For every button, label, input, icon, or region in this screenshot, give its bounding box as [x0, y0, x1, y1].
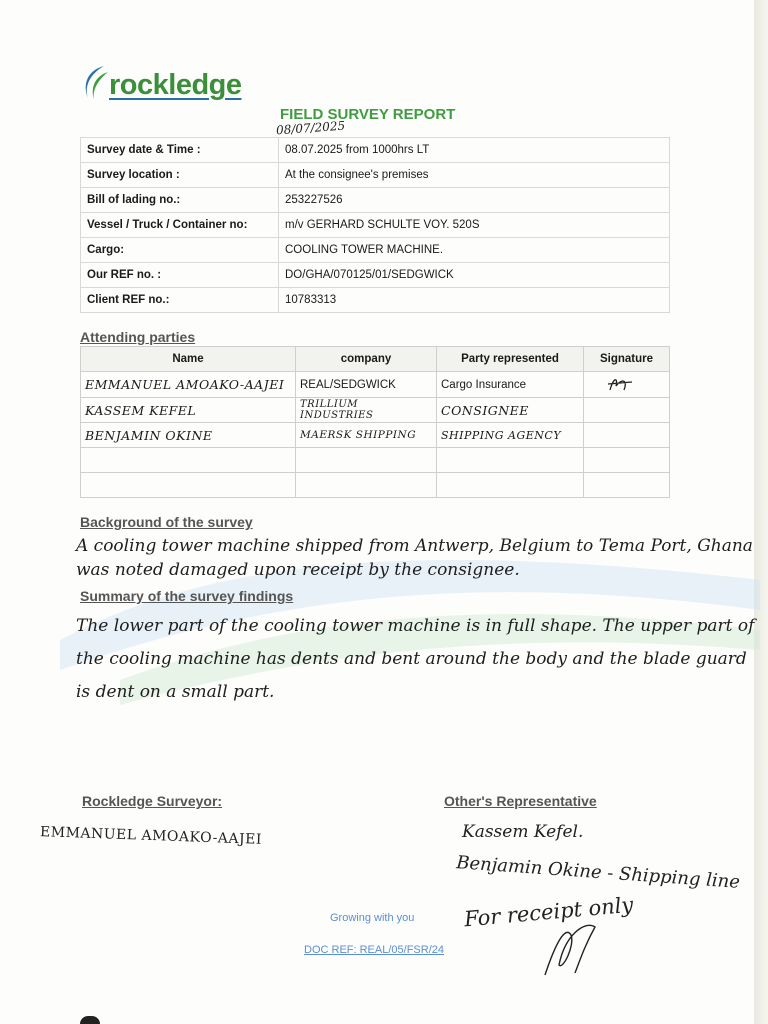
footer-tagline: Growing with you — [330, 912, 415, 924]
surveyor-heading: Rockledge Surveyor: — [82, 793, 223, 809]
info-value: 08.07.2025 from 1000hrs LT — [279, 138, 670, 163]
party-company — [296, 473, 437, 498]
info-row — [81, 288, 670, 313]
party-signature — [584, 473, 670, 498]
info-value: m/v GERHARD SCHULTE VOY. 520S — [279, 213, 670, 238]
col-party-header: Party represented — [437, 347, 584, 372]
party-signature — [584, 398, 670, 423]
bottom-mark — [80, 1016, 100, 1024]
background-heading: Background of the survey — [80, 514, 253, 530]
party-company: REAL/SEDGWICK — [296, 372, 437, 398]
info-value: At the consignee's premises — [279, 163, 670, 188]
table-row — [81, 372, 670, 398]
table-row — [81, 473, 670, 498]
info-row — [81, 213, 670, 238]
info-label: Survey date & Time : — [81, 138, 279, 163]
logo-text: rockledge — [109, 68, 242, 101]
page-edge — [754, 0, 768, 1024]
info-row — [81, 163, 670, 188]
info-value: COOLING TOWER MACHINE. — [279, 238, 670, 263]
attending-parties-table — [80, 346, 670, 498]
col-name-header: Name — [81, 347, 296, 372]
party-signature — [584, 448, 670, 473]
party-represented — [437, 473, 584, 498]
party-represented: Cargo Insurance — [437, 372, 584, 398]
info-label: Our REF no. : — [81, 263, 279, 288]
table-row — [81, 398, 670, 423]
info-row — [81, 188, 670, 213]
others-heading: Other's Representative — [444, 793, 597, 809]
others-line-3: For receipt only — [463, 892, 635, 932]
info-label: Bill of lading no.: — [81, 188, 279, 213]
summary-heading: Summary of the survey findings — [80, 588, 294, 604]
party-name — [81, 473, 296, 498]
representative-signature-icon — [535, 915, 615, 985]
handwritten-date: 08/07/2025 — [275, 118, 346, 138]
footer-doc-ref: DOC REF: REAL/05/FSR/24 — [304, 944, 444, 956]
col-signature-header: Signature — [584, 347, 670, 372]
party-represented: CONSIGNEE — [437, 398, 584, 423]
others-line-1: Kassem Kefel. — [462, 822, 584, 842]
table-row — [81, 423, 670, 448]
party-signature — [584, 372, 670, 398]
info-row — [81, 138, 670, 163]
info-row — [81, 263, 670, 288]
info-label: Cargo: — [81, 238, 279, 263]
report-title: FIELD SURVEY REPORT — [280, 106, 456, 123]
survey-info-table — [80, 137, 670, 313]
info-label: Survey location : — [81, 163, 279, 188]
info-label: Client REF no.: — [81, 288, 279, 313]
table-row — [81, 448, 670, 473]
party-name — [81, 448, 296, 473]
party-name: BENJAMIN OKINE — [81, 423, 296, 448]
party-represented: SHIPPING AGENCY — [437, 423, 584, 448]
party-signature — [584, 423, 670, 448]
rockledge-logo — [78, 60, 242, 110]
party-company: TRILLIUM INDUSTRIES — [296, 398, 437, 423]
party-name: KASSEM KEFEL — [81, 398, 296, 423]
party-represented — [437, 448, 584, 473]
surveyor-name: EMMANUEL AMOAKO-AAJEI — [39, 824, 263, 848]
party-company — [296, 448, 437, 473]
party-company: MAERSK SHIPPING — [296, 423, 437, 448]
col-company-header: company — [296, 347, 437, 372]
info-value: 10783313 — [279, 288, 670, 313]
logo-swoosh-icon — [78, 62, 112, 108]
signature-scribble-icon — [588, 372, 648, 394]
info-value: DO/GHA/070125/01/SEDGWICK — [279, 263, 670, 288]
info-value: 253227526 — [279, 188, 670, 213]
info-label: Vessel / Truck / Container no: — [81, 213, 279, 238]
others-line-2: Benjamin Okine - Shipping line — [455, 852, 741, 893]
info-row — [81, 238, 670, 263]
summary-text: The lower part of the cooling tower machine is in full shape. The upper part of the cooling machine has dents and bent around the body and the blade guard is dent on a small part. — [76, 616, 755, 702]
attending-heading: Attending parties — [80, 329, 196, 345]
background-text: A cooling tower machine shipped from Antwerp, Belgium to Tema Port, Ghana was noted damaged upon receipt by the consignee. — [76, 536, 753, 580]
parties-header-row — [81, 347, 670, 372]
party-name: EMMANUEL AMOAKO-AAJEI — [81, 372, 296, 398]
